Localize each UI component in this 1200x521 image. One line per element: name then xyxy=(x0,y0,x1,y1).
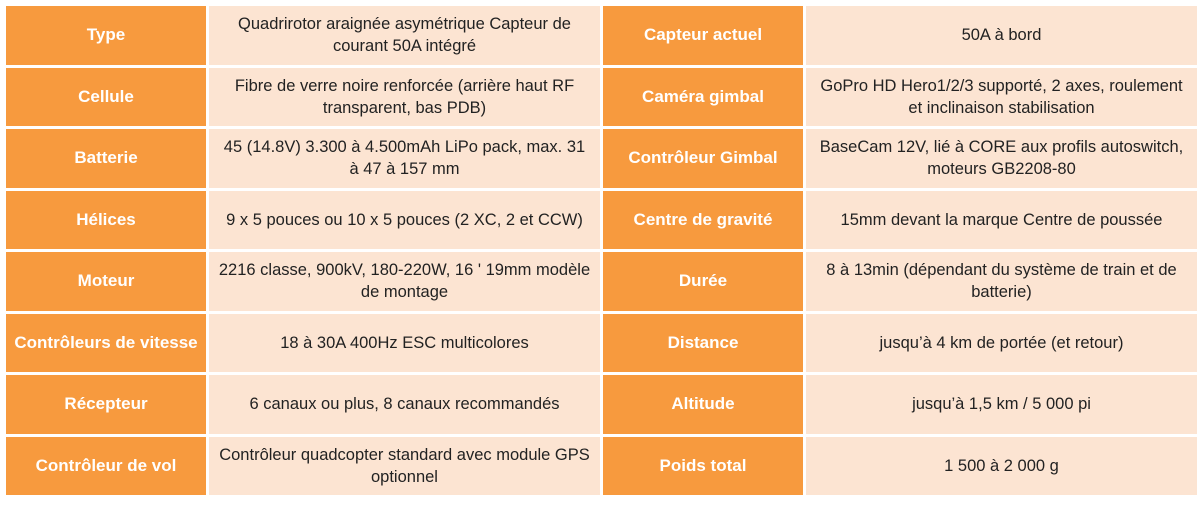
spec-value-speed-controllers: 18 à 30A 400Hz ESC multicolores xyxy=(209,314,600,373)
spec-value-propellers: 9 x 5 pouces ou 10 x 5 pouces (2 XC, 2 et CCW) xyxy=(209,191,600,250)
spec-label-battery: Batterie xyxy=(6,129,206,188)
spec-label-speed-controllers: Contrôleurs de vitesse xyxy=(6,314,206,373)
spec-label-receiver: Récepteur xyxy=(6,375,206,434)
spec-value-current-sensor: 50A à bord xyxy=(806,6,1197,65)
spec-table xyxy=(3,3,1200,498)
spec-label-propellers: Hélices xyxy=(6,191,206,250)
spec-label-frame: Cellule xyxy=(6,68,206,127)
spec-value-flight-controller: Contrôleur quadcopter standard avec module GPS optionnel xyxy=(209,437,600,496)
table-row xyxy=(6,6,1197,65)
spec-value-type: Quadrirotor araignée asymétrique Capteur de courant 50A intégré xyxy=(209,6,600,65)
spec-label-duration: Durée xyxy=(603,252,803,311)
spec-label-center-of-gravity: Centre de gravité xyxy=(603,191,803,250)
spec-label-type: Type xyxy=(6,6,206,65)
spec-value-motor: 2216 classe, 900kV, 180-220W, 16 ' 19mm modèle de montage xyxy=(209,252,600,311)
spec-value-distance: jusqu’à 4 km de portée (et retour) xyxy=(806,314,1197,373)
spec-value-frame: Fibre de verre noire renforcée (arrière haut RF transparent, bas PDB) xyxy=(209,68,600,127)
table-row xyxy=(6,129,1197,188)
table-row xyxy=(6,375,1197,434)
table-row xyxy=(6,191,1197,250)
spec-value-altitude: jusqu’à 1,5 km / 5 000 pi xyxy=(806,375,1197,434)
spec-value-battery: 45 (14.8V) 3.300 à 4.500mAh LiPo pack, max. 31 à 47 à 157 mm xyxy=(209,129,600,188)
table-row xyxy=(6,314,1197,373)
spec-value-center-of-gravity: 15mm devant la marque Centre de poussée xyxy=(806,191,1197,250)
spec-label-distance: Distance xyxy=(603,314,803,373)
spec-value-gimbal-camera: GoPro HD Hero1/2/3 supporté, 2 axes, roulement et inclinaison stabilisation xyxy=(806,68,1197,127)
spec-label-altitude: Altitude xyxy=(603,375,803,434)
spec-value-duration: 8 à 13min (dépendant du système de train et de batterie) xyxy=(806,252,1197,311)
spec-label-motor: Moteur xyxy=(6,252,206,311)
spec-value-receiver: 6 canaux ou plus, 8 canaux recommandés xyxy=(209,375,600,434)
spec-value-total-weight: 1 500 à 2 000 g xyxy=(806,437,1197,496)
spec-label-gimbal-camera: Caméra gimbal xyxy=(603,68,803,127)
spec-label-total-weight: Poids total xyxy=(603,437,803,496)
table-row xyxy=(6,437,1197,496)
spec-label-gimbal-controller: Contrôleur Gimbal xyxy=(603,129,803,188)
table-row xyxy=(6,68,1197,127)
table-row xyxy=(6,252,1197,311)
spec-label-current-sensor: Capteur actuel xyxy=(603,6,803,65)
spec-label-flight-controller: Contrôleur de vol xyxy=(6,437,206,496)
spec-table-body xyxy=(6,6,1197,495)
spec-value-gimbal-controller: BaseCam 12V, lié à CORE aux profils autoswitch, moteurs GB2208-80 xyxy=(806,129,1197,188)
